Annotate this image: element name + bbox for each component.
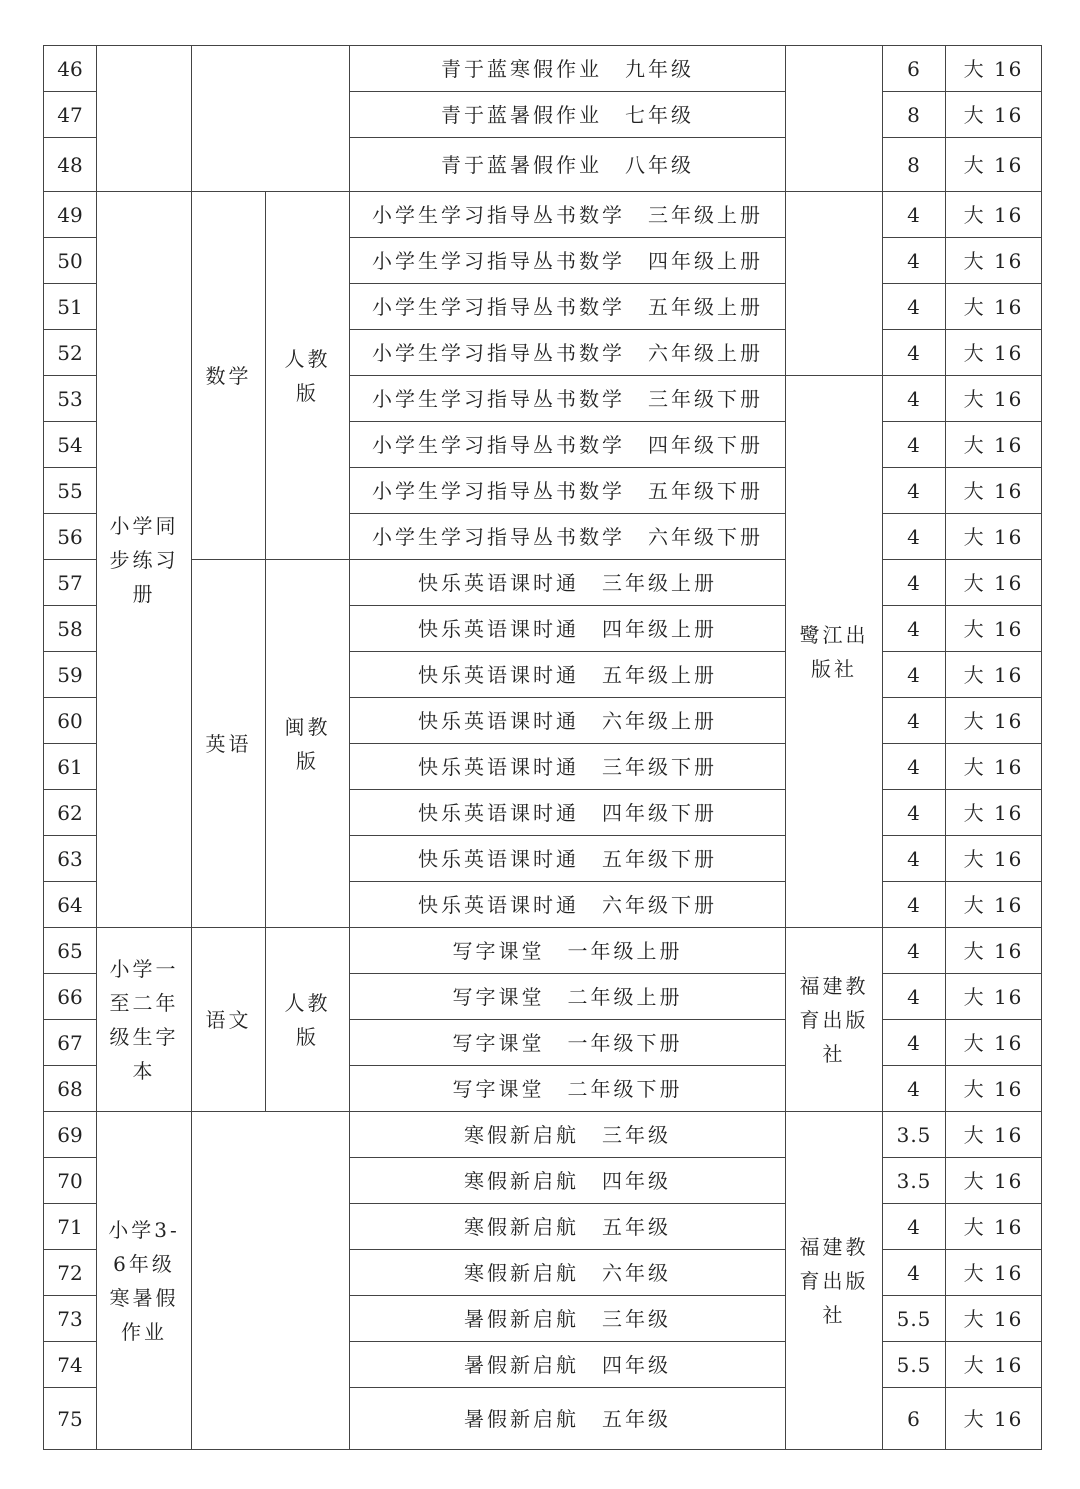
row-number: 62: [44, 790, 97, 836]
format-cell: 大 16: [946, 330, 1042, 376]
category-cell: 小学同步练习册: [97, 192, 192, 928]
row-number: 70: [44, 1158, 97, 1204]
category-cell: 小学一至二年级生字本: [97, 928, 192, 1112]
category-cell-empty: [97, 46, 192, 192]
price-cell: 5.5: [883, 1342, 946, 1388]
price-cell: 4: [883, 698, 946, 744]
format-cell: 大 16: [946, 238, 1042, 284]
publisher-cell: 福建教育出版社: [786, 1112, 883, 1450]
row-number: 57: [44, 560, 97, 606]
format-cell: 大 16: [946, 422, 1042, 468]
row-number: 48: [44, 138, 97, 192]
publisher-cell: 鹭江出版社: [786, 376, 883, 928]
table-row: [44, 192, 1042, 238]
book-title: 快乐英语课时通 六年级下册: [350, 882, 786, 928]
edition-cell: 人教版: [266, 192, 350, 560]
price-cell: 4: [883, 376, 946, 422]
publisher-cell-empty: [786, 192, 883, 376]
price-cell: 8: [883, 138, 946, 192]
book-title: 小学生学习指导丛书数学 五年级上册: [350, 284, 786, 330]
row-number: 60: [44, 698, 97, 744]
publisher-cell: 福建教育出版社: [786, 928, 883, 1112]
row-number: 46: [44, 46, 97, 92]
format-cell: 大 16: [946, 1112, 1042, 1158]
subject-cell: 语文: [192, 928, 266, 1112]
price-cell: 6: [883, 1388, 946, 1450]
row-number: 54: [44, 422, 97, 468]
subject-edition-cell-empty: [192, 46, 350, 192]
book-title: 暑假新启航 五年级: [350, 1388, 786, 1450]
row-number: 49: [44, 192, 97, 238]
book-title: 寒假新启航 四年级: [350, 1158, 786, 1204]
book-title: 写字课堂 一年级上册: [350, 928, 786, 974]
table-row: [44, 1112, 1042, 1158]
row-number: 55: [44, 468, 97, 514]
row-number: 65: [44, 928, 97, 974]
price-cell: 4: [883, 422, 946, 468]
format-cell: 大 16: [946, 1342, 1042, 1388]
format-cell: 大 16: [946, 560, 1042, 606]
subject-cell: 数学: [192, 192, 266, 560]
book-title: 写字课堂 二年级下册: [350, 1066, 786, 1112]
table-row: [44, 560, 1042, 606]
price-cell: 8: [883, 92, 946, 138]
book-title: 小学生学习指导丛书数学 六年级下册: [350, 514, 786, 560]
format-cell: 大 16: [946, 836, 1042, 882]
format-cell: 大 16: [946, 790, 1042, 836]
book-title: 快乐英语课时通 三年级下册: [350, 744, 786, 790]
edition-cell: 闽教版: [266, 560, 350, 928]
book-title: 小学生学习指导丛书数学 六年级上册: [350, 330, 786, 376]
format-cell: 大 16: [946, 928, 1042, 974]
price-cell: 4: [883, 744, 946, 790]
format-cell: 大 16: [946, 1204, 1042, 1250]
format-cell: 大 16: [946, 974, 1042, 1020]
book-title: 寒假新启航 六年级: [350, 1250, 786, 1296]
row-number: 56: [44, 514, 97, 560]
row-number: 53: [44, 376, 97, 422]
row-number: 64: [44, 882, 97, 928]
format-cell: 大 16: [946, 468, 1042, 514]
book-title: 快乐英语课时通 五年级下册: [350, 836, 786, 882]
publisher-cell-empty: [786, 46, 883, 192]
row-number: 47: [44, 92, 97, 138]
price-cell: 4: [883, 238, 946, 284]
book-title: 小学生学习指导丛书数学 四年级下册: [350, 422, 786, 468]
price-cell: 4: [883, 330, 946, 376]
price-cell: 4: [883, 1250, 946, 1296]
format-cell: 大 16: [946, 514, 1042, 560]
price-cell: 4: [883, 974, 946, 1020]
row-number: 61: [44, 744, 97, 790]
format-cell: 大 16: [946, 698, 1042, 744]
row-number: 72: [44, 1250, 97, 1296]
book-title: 暑假新启航 四年级: [350, 1342, 786, 1388]
row-number: 69: [44, 1112, 97, 1158]
row-number: 63: [44, 836, 97, 882]
price-cell: 4: [883, 1020, 946, 1066]
book-title: 暑假新启航 三年级: [350, 1296, 786, 1342]
row-number: 50: [44, 238, 97, 284]
subject-cell: 英语: [192, 560, 266, 928]
book-list-table: [43, 45, 1042, 1450]
row-number: 67: [44, 1020, 97, 1066]
book-title: 青于蓝暑假作业 七年级: [350, 92, 786, 138]
price-cell: 4: [883, 606, 946, 652]
format-cell: 大 16: [946, 376, 1042, 422]
price-cell: 6: [883, 46, 946, 92]
price-cell: 4: [883, 652, 946, 698]
row-number: 75: [44, 1388, 97, 1450]
price-cell: 4: [883, 882, 946, 928]
table-row: [44, 928, 1042, 974]
price-cell: 3.5: [883, 1158, 946, 1204]
row-number: 74: [44, 1342, 97, 1388]
price-cell: 4: [883, 468, 946, 514]
format-cell: 大 16: [946, 652, 1042, 698]
book-title: 快乐英语课时通 四年级上册: [350, 606, 786, 652]
format-cell: 大 16: [946, 1296, 1042, 1342]
format-cell: 大 16: [946, 882, 1042, 928]
book-title: 写字课堂 一年级下册: [350, 1020, 786, 1066]
price-cell: 4: [883, 514, 946, 560]
row-number: 73: [44, 1296, 97, 1342]
format-cell: 大 16: [946, 46, 1042, 92]
book-title: 寒假新启航 三年级: [350, 1112, 786, 1158]
price-cell: 4: [883, 790, 946, 836]
row-number: 52: [44, 330, 97, 376]
row-number: 71: [44, 1204, 97, 1250]
price-cell: 4: [883, 192, 946, 238]
price-cell: 5.5: [883, 1296, 946, 1342]
row-number: 68: [44, 1066, 97, 1112]
format-cell: 大 16: [946, 284, 1042, 330]
book-title: 快乐英语课时通 五年级上册: [350, 652, 786, 698]
format-cell: 大 16: [946, 92, 1042, 138]
format-cell: 大 16: [946, 606, 1042, 652]
book-title: 快乐英语课时通 六年级上册: [350, 698, 786, 744]
book-title: 快乐英语课时通 三年级上册: [350, 560, 786, 606]
format-cell: 大 16: [946, 1250, 1042, 1296]
price-cell: 4: [883, 1204, 946, 1250]
price-cell: 4: [883, 1066, 946, 1112]
price-cell: 4: [883, 836, 946, 882]
price-cell: 3.5: [883, 1112, 946, 1158]
category-cell: 小学3-6年级寒暑假作业: [97, 1112, 192, 1450]
price-cell: 4: [883, 928, 946, 974]
book-title: 写字课堂 二年级上册: [350, 974, 786, 1020]
format-cell: 大 16: [946, 138, 1042, 192]
book-title: 青于蓝寒假作业 九年级: [350, 46, 786, 92]
book-title: 青于蓝暑假作业 八年级: [350, 138, 786, 192]
book-title: 寒假新启航 五年级: [350, 1204, 786, 1250]
row-number: 58: [44, 606, 97, 652]
format-cell: 大 16: [946, 744, 1042, 790]
format-cell: 大 16: [946, 192, 1042, 238]
row-number: 59: [44, 652, 97, 698]
row-number: 66: [44, 974, 97, 1020]
price-cell: 4: [883, 284, 946, 330]
format-cell: 大 16: [946, 1158, 1042, 1204]
row-number: 51: [44, 284, 97, 330]
book-title: 小学生学习指导丛书数学 三年级下册: [350, 376, 786, 422]
format-cell: 大 16: [946, 1066, 1042, 1112]
book-title: 小学生学习指导丛书数学 三年级上册: [350, 192, 786, 238]
edition-cell: 人教版: [266, 928, 350, 1112]
book-title: 小学生学习指导丛书数学 五年级下册: [350, 468, 786, 514]
price-cell: 4: [883, 560, 946, 606]
table-row: [44, 46, 1042, 92]
book-title: 快乐英语课时通 四年级下册: [350, 790, 786, 836]
book-title: 小学生学习指导丛书数学 四年级上册: [350, 238, 786, 284]
subject-edition-cell-empty: [192, 1112, 350, 1450]
format-cell: 大 16: [946, 1020, 1042, 1066]
format-cell: 大 16: [946, 1388, 1042, 1450]
